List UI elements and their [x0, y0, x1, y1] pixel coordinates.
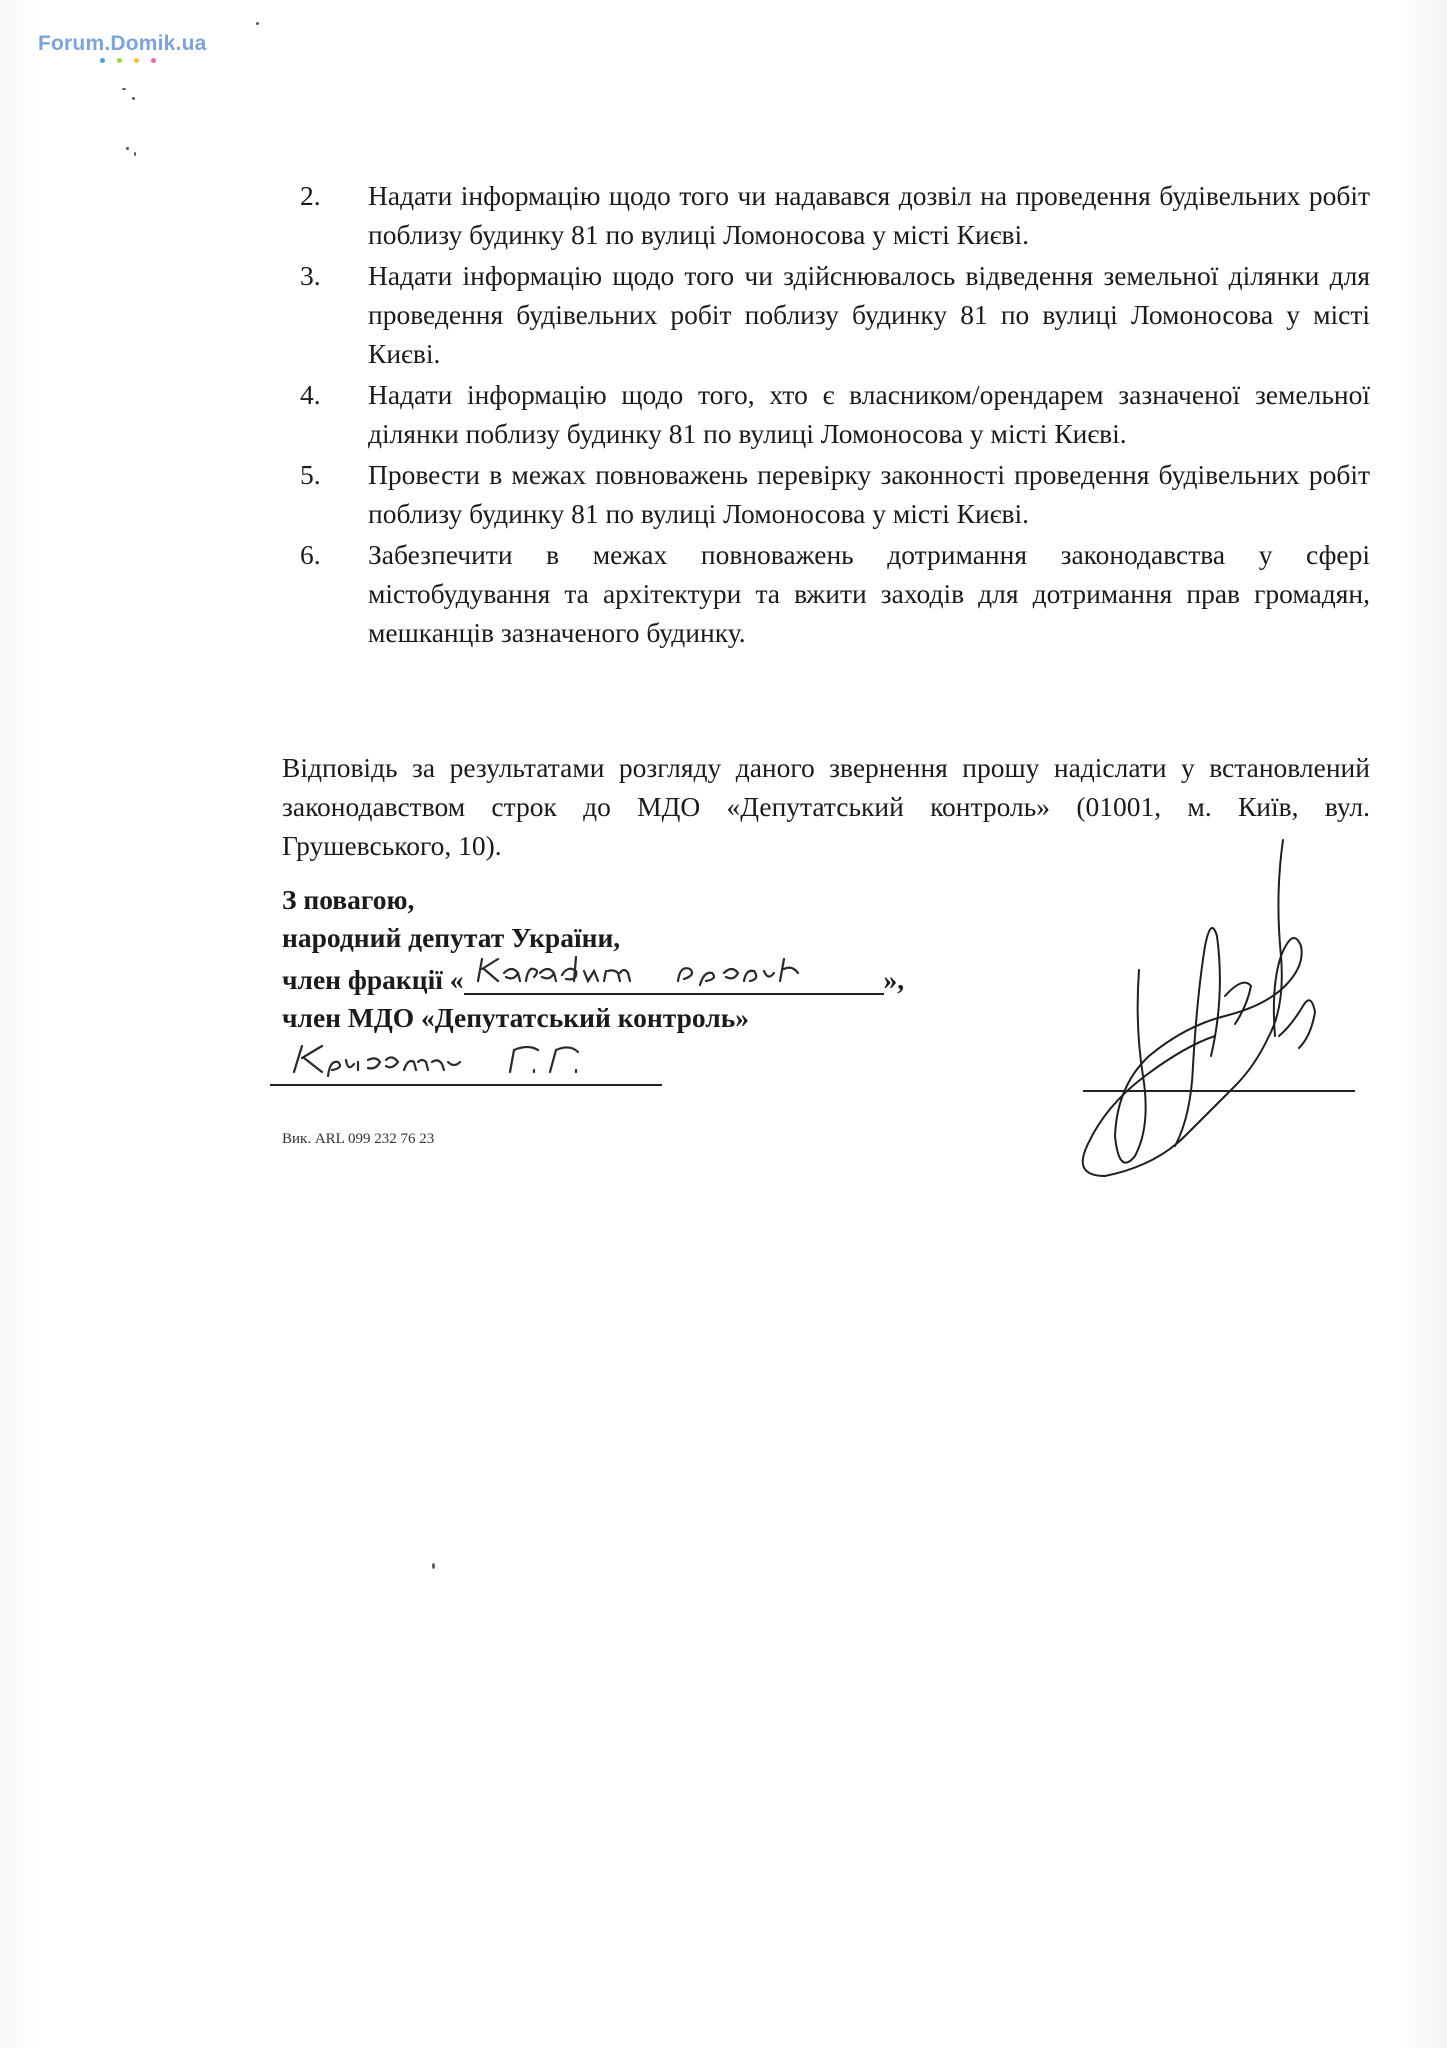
watermark-dots — [100, 58, 156, 63]
list-item-text: Забезпечити в межах повноважень дотримання законодавства у сфері містобудування та архітектури та вжити заходів для дотримання прав громадян, мешканців зазначеного будинку. — [368, 539, 1370, 648]
closing-paragraph: Відповідь за результатами розгляду даного звернення прошу надіслати у встановлений законодавством строк до МДО «Депутатський контроль» (01001, м. Київ, вул. Грушевського, 10). — [282, 751, 1370, 861]
list-item — [300, 455, 1370, 533]
position-line: народний депутат України, — [282, 922, 621, 953]
fraction-line — [282, 957, 904, 999]
fraction-suffix: », — [883, 964, 905, 995]
watermark-dot — [151, 58, 156, 63]
list-item-text: Надати інформацію щодо того чи здійснювалось відведення земельної ділянки для проведення будівельних робіт поблизу будинку 81 по вулиці Ломоносова у місті Києві. — [368, 260, 1370, 369]
list-item — [300, 176, 1370, 254]
list-item-number: 4. — [300, 379, 321, 410]
list-item — [300, 375, 1370, 453]
watermark-dot — [117, 58, 122, 63]
watermark-dot — [134, 58, 139, 63]
mdo-line: член МДО «Депутатський контроль» — [282, 1002, 750, 1033]
fraction-prefix: член фракції « — [282, 964, 464, 995]
list-item-number: 2. — [300, 180, 321, 211]
fraction-handwritten — [464, 957, 884, 995]
handwritten-signature — [1075, 836, 1375, 1201]
signature-underline — [1083, 1090, 1355, 1092]
watermark-logo: Forum.Domik.ua — [38, 32, 207, 55]
regards-line: З повагою, — [282, 884, 415, 915]
list-item-number: 6. — [300, 539, 321, 570]
list-item-text: Надати інформацію щодо того, хто є власником/орендарем зазначеної земельної ділянки поблизу будинку 81 по вулиці Ломоносова у місті Києві. — [368, 379, 1370, 449]
list-item-number: 3. — [300, 260, 321, 291]
name-handwritten — [270, 1044, 662, 1086]
signature-block — [282, 881, 904, 1037]
numbered-list — [300, 176, 1370, 654]
list-item-text: Надати інформацію щодо того чи надавався дозвіл на проведення будівельних робіт поблизу будинку 81 по вулиці Ломоносова у місті Києві. — [368, 180, 1370, 250]
watermark-dot — [100, 58, 105, 63]
list-item-text: Провести в межах повноважень перевірку законності проведення будівельних робіт поблизу будинку 81 по вулиці Ломоносова у місті Києві. — [368, 459, 1370, 529]
executor-note: Вик. ARL 099 232 76 23 — [282, 1131, 435, 1147]
list-item — [300, 256, 1370, 373]
list-item — [300, 535, 1370, 652]
list-item-number: 5. — [300, 459, 321, 490]
